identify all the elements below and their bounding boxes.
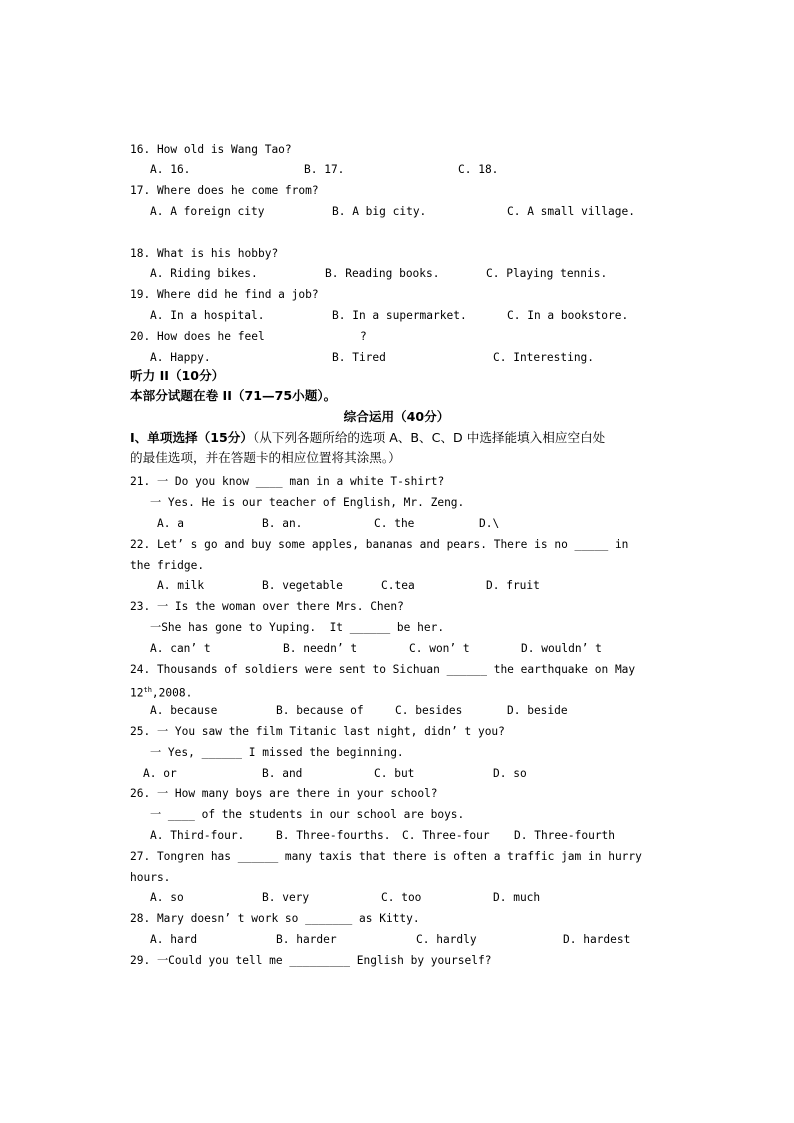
- q22-option-d: D. fruit: [486, 579, 540, 592]
- q29-line1: 29. 一Could you tell me _________ English by yourself?: [130, 954, 492, 967]
- q23-line2: 一She has gone to Yuping. It ______ be her.: [150, 621, 445, 634]
- q25-option-a: A. or: [143, 767, 177, 780]
- q27-option-d: D. much: [493, 891, 541, 904]
- q24-option-d: D. beside: [507, 704, 568, 717]
- q24-day-suffix: th: [143, 686, 152, 694]
- q24-year: ,2008.: [151, 686, 193, 700]
- q16-option-b: B. 17.: [304, 163, 345, 176]
- q21-line2: 一 Yes. He is our teacher of English, Mr. Zeng.: [150, 496, 465, 509]
- q16-stem: 16. How old is Wang Tao?: [130, 143, 292, 156]
- q21-option-a: A. a: [157, 517, 184, 530]
- q19-option-c: C. In a bookstore.: [507, 309, 629, 322]
- q28-option-d: D. hardest: [563, 933, 631, 946]
- listening2-note: 本部分试题在卷 II（71—75小题）。: [130, 388, 337, 403]
- part1-instruction-text: （从下列各题所给的选项 A、B、C、D 中选择能填入相应空白处: [252, 430, 606, 445]
- q23-option-c: C. won’ t: [409, 642, 470, 655]
- listening2-heading: 听力 II（10分）: [130, 368, 225, 383]
- q22-option-c: C.tea: [381, 579, 415, 592]
- q21-option-c: C. the: [374, 517, 415, 530]
- q26-option-c: C. Three-four: [402, 829, 490, 842]
- q24-line1: 24. Thousands of soldiers were sent to Sichuan ______ the earthquake on May: [130, 663, 636, 676]
- q23-line1: 23. 一 Is the woman over there Mrs. Chen?: [130, 600, 404, 613]
- q18-option-b: B. Reading books.: [325, 267, 440, 280]
- part1-instructions-line2: 的最佳选项，并在答题卡的相应位置将其涂黑。）: [130, 450, 401, 465]
- q27-option-b: B. very: [262, 891, 310, 904]
- q16-option-a: A. 16.: [150, 163, 191, 176]
- q26-line1: 26. 一 How many boys are there in your school?: [130, 787, 438, 800]
- q28-option-a: A. hard: [150, 933, 198, 946]
- q24-option-a: A. because: [150, 704, 218, 717]
- q23-option-b: B. needn’ t: [283, 642, 358, 655]
- q24-day: 12: [130, 686, 144, 700]
- q23-option-d: D. wouldn’ t: [521, 642, 602, 655]
- q17-option-b: B. A big city.: [332, 205, 427, 218]
- q24-option-c: C. besides: [395, 704, 463, 717]
- q21-option-d: D.\: [479, 517, 500, 530]
- q18-stem: 18. What is his hobby?: [130, 247, 279, 260]
- q27-line1: 27. Tongren has ______ many taxis that there is often a traffic jam in hurry: [130, 850, 642, 863]
- q22-line1: 22. Let’ s go and buy some apples, bananas and pears. There is no _____ in: [130, 538, 629, 551]
- part1-title: I、单项选择（15分）: [130, 430, 253, 445]
- q26-line2: 一 ____ of the students in our school are boys.: [150, 808, 465, 821]
- q19-option-a: A. In a hospital.: [150, 309, 265, 322]
- q26-option-b: B. Three-fourths.: [276, 829, 391, 842]
- q27-line2: hours.: [130, 871, 171, 884]
- q20-question-mark: ?: [360, 330, 367, 343]
- part1-instructions-line1: [130, 431, 605, 445]
- q28-line1: 28. Mary doesn’ t work so _______ as Kitty.: [130, 912, 420, 925]
- q18-option-a: A. Riding bikes.: [150, 267, 258, 280]
- q17-option-c: C. A small village.: [507, 205, 635, 218]
- q25-option-b: B. and: [262, 767, 303, 780]
- q19-stem: 19. Where did he find a job?: [130, 288, 319, 301]
- q25-line1: 25. 一 You saw the film Titanic last night, didn’ t you?: [130, 725, 505, 738]
- q27-option-a: A. so: [150, 891, 184, 904]
- q25-option-d: D. so: [493, 767, 527, 780]
- q23-option-a: A. can’ t: [150, 642, 211, 655]
- q24-line2: [130, 683, 192, 701]
- q16-option-c: C. 18.: [458, 163, 499, 176]
- q22-option-a: A. milk: [157, 579, 205, 592]
- q22-line2: the fridge.: [130, 559, 205, 572]
- q20-option-b: B. Tired: [332, 351, 386, 364]
- q21-option-b: B. an.: [262, 517, 303, 530]
- q17-option-a: A. A foreign city: [150, 205, 265, 218]
- q25-option-c: C. but: [374, 767, 415, 780]
- q18-option-c: C. Playing tennis.: [486, 267, 608, 280]
- q20-option-c: C. Interesting.: [493, 351, 595, 364]
- q21-line1: 21. 一 Do you know ____ man in a white T-shirt?: [130, 475, 445, 488]
- q20-stem: 20. How does he feel: [130, 330, 265, 343]
- q17-stem: 17. Where does he come from?: [130, 184, 319, 197]
- q27-option-c: C. too: [381, 891, 422, 904]
- q24-option-b: B. because of: [276, 704, 364, 717]
- q26-option-a: A. Third-four.: [150, 829, 245, 842]
- section-title: 综合运用（40分）: [343, 409, 450, 424]
- q22-option-b: B. vegetable: [262, 579, 343, 592]
- q20-option-a: A. Happy.: [150, 351, 211, 364]
- q25-line2: 一 Yes, ______ I missed the beginning.: [150, 746, 404, 759]
- q28-option-b: B. harder: [276, 933, 337, 946]
- q26-option-d: D. Three-fourth: [514, 829, 616, 842]
- q28-option-c: C. hardly: [416, 933, 477, 946]
- q19-option-b: B. In a supermarket.: [332, 309, 467, 322]
